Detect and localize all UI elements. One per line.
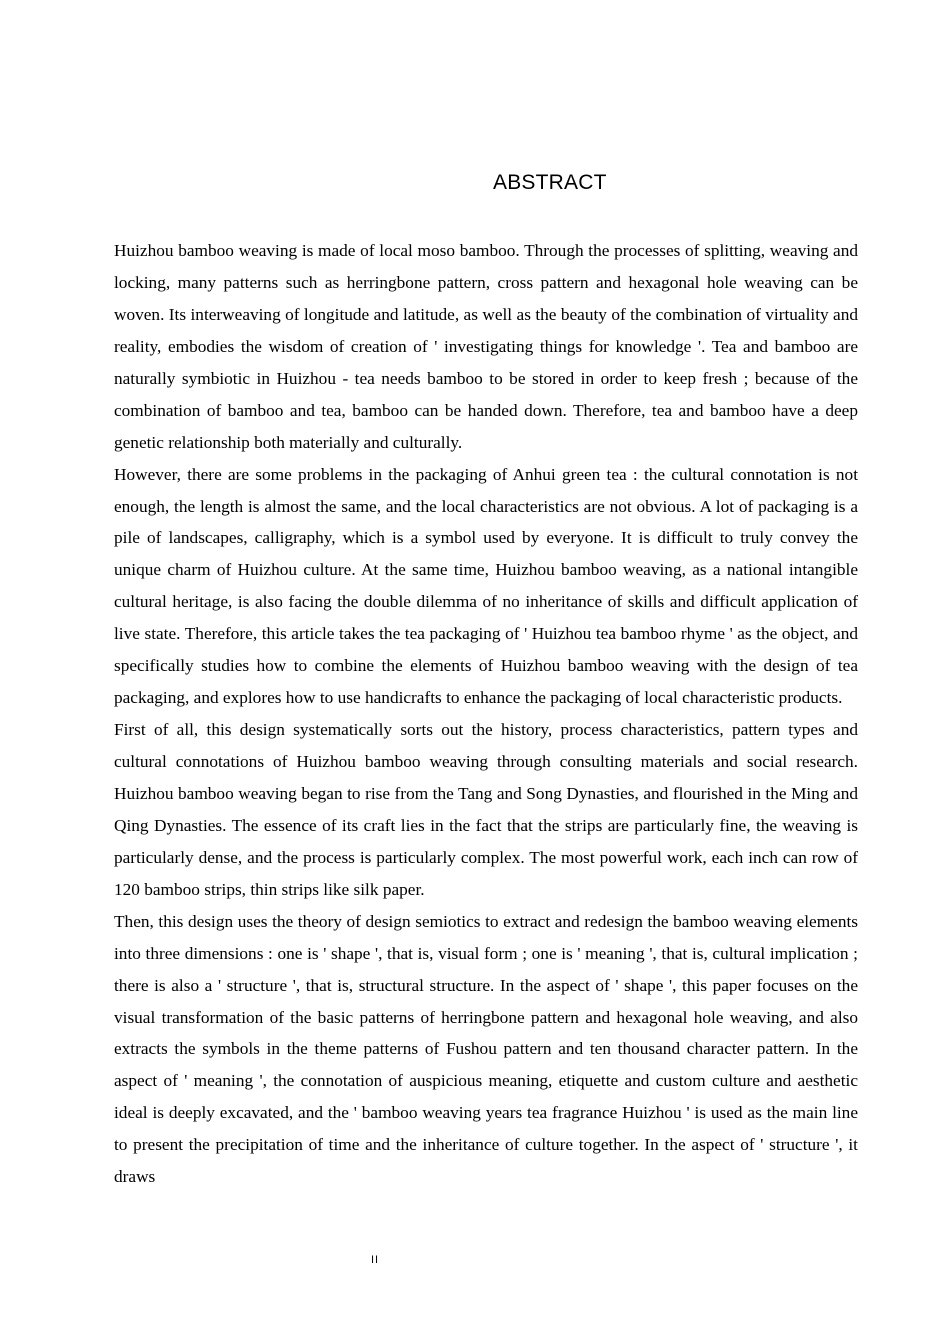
abstract-body bbox=[114, 235, 858, 1193]
abstract-paragraph: Then, this design uses the theory of design semiotics to extract and redesign the bamboo weaving elements into three dimensions : one is ' shape ', that is, visual form ; one is ' meaning ', that is, cultural implication ; there is also a ' structure ', that is, structural structure. In the aspect of ' shape ', this paper focuses on the visual transformation of the basic patterns of herringbone pattern and hexagonal hole weaving, and also extracts the symbols in the theme patterns of Fushou pattern and ten thousand character pattern. In the aspect of ' meaning ', the connotation of auspicious meaning, etiquette and custom culture and aesthetic ideal is deeply excavated, and the ' bamboo weaving years tea fragrance Huizhou ' is used as the main line to present the precipitation of time and the inheritance of culture together. In the aspect of ' structure ', it draws bbox=[114, 911, 858, 1187]
abstract-paragraph: First of all, this design systematically sorts out the history, process characteristics, pattern types and cultural connotations of Huizhou bamboo weaving through consulting materials and social research. Huizhou bamboo weaving began to rise from the Tang and Song Dynasties, and flourished in the Ming and Qing Dynasties. The essence of its craft lies in the fact that the strips are particularly fine, the weaving is particularly dense, and the process is particularly complex. The most powerful work, each inch can row of 120 bamboo strips, thin strips like silk paper. bbox=[114, 720, 858, 899]
page-number: II bbox=[371, 1254, 380, 1266]
abstract-paragraph: Huizhou bamboo weaving is made of local moso bamboo. Through the processes of splitting, weaving and locking, many patterns such as herringbone pattern, cross pattern and hexagonal hole weaving can be woven. Its interweaving of longitude and latitude, as well as the beauty of the combination of virtuality and reality, embodies the wisdom of creation of ' investigating things for knowledge '. Tea and bamboo are naturally symbiotic in Huizhou - tea needs bamboo to be stored in order to keep fresh ; because of the combination of bamboo and tea, bamboo can be handed down. Therefore, tea and bamboo have a deep genetic relationship both materially and culturally. bbox=[114, 241, 858, 452]
abstract-paragraph: However, there are some problems in the packaging of Anhui green tea : the cultural connotation is not enough, the length is almost the same, and the local characteristics are not obvious. A lot of packaging is a pile of landscapes, calligraphy, which is a symbol used by everyone. It is difficult to truly convey the unique charm of Huizhou culture. At the same time, Huizhou bamboo weaving, as a national intangible cultural heritage, is also facing the double dilemma of no inheritance of skills and difficult application of live state. Therefore, this article takes the tea packaging of ' Huizhou tea bamboo rhyme ' as the object, and specifically studies how to combine the elements of Huizhou bamboo weaving with the design of tea packaging, and explores how to use handicrafts to enhance the packaging of local characteristic products. bbox=[114, 464, 858, 708]
abstract-title: ABSTRACT bbox=[493, 171, 607, 194]
